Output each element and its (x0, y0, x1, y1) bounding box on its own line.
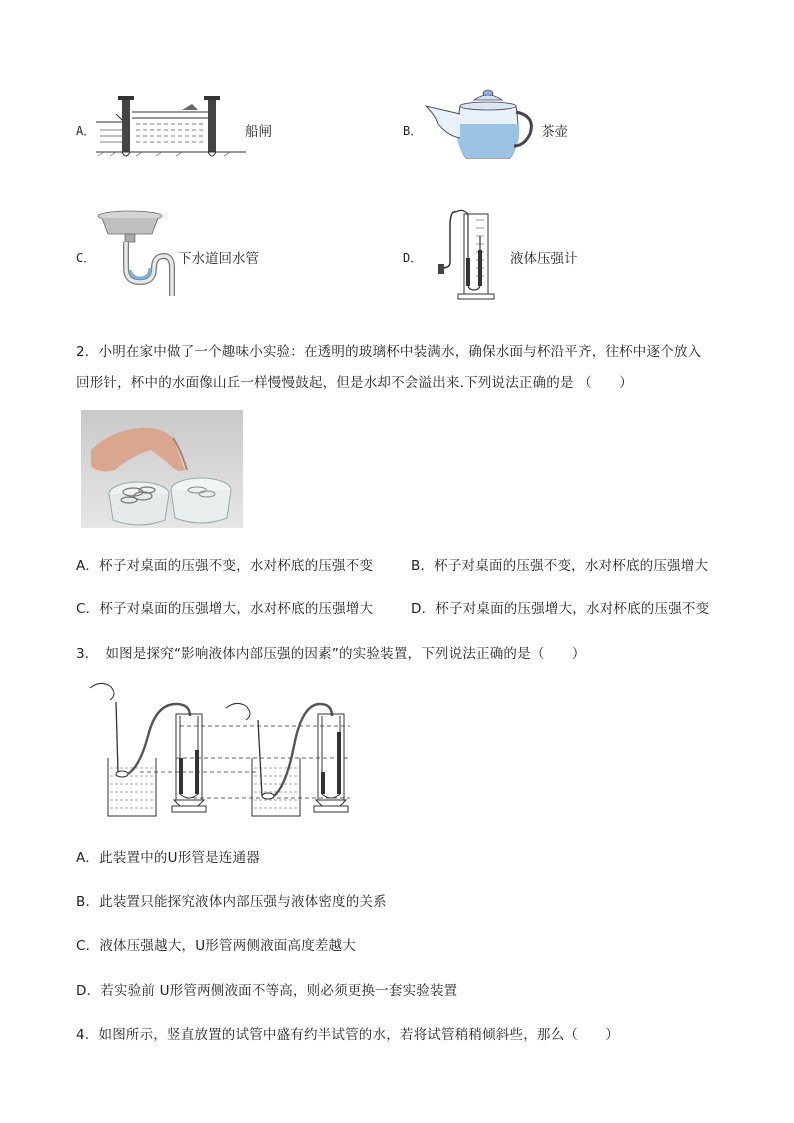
q1-option-d-letter: D． (403, 251, 423, 265)
q2-stem-line2: 回形针，杯中的水面像山丘一样慢慢鼓起，但是水却不会溢出来.下列说法正确的是 （ ） (76, 375, 633, 391)
q2-option-c: C．杯子对桌面的压强增大，水对杯底的压强增大 (76, 601, 374, 617)
ship-lock-figure (96, 94, 246, 164)
q2-option-d: D．杯子对桌面的压强增大，水对杯底的压强不变 (411, 601, 710, 617)
liquid-pressure-experiment-figure (80, 676, 360, 822)
drain-trap-figure (98, 210, 176, 298)
q3-option-a: A．此装置中的U形管是连通器 (76, 850, 260, 866)
q3-stem: 3． 如图是探究“影响液体内部压强的因素”的实验装置，下列说法正确的是（ ） (76, 646, 586, 662)
q1-option-b-caption: 茶壶 (541, 124, 568, 140)
q2-option-b: B．杯子对桌面的压强不变，水对杯底的压强增大 (411, 558, 709, 574)
q4-stem: 4．如图所示，竖直放置的试管中盛有约半试管的水，若将试管稍稍倾斜些，那么（ ） (76, 1027, 620, 1043)
q1-option-a-caption: 船闸 (245, 124, 272, 140)
q3-option-d: D．若实验前 U形管两侧液面不等高，则必须更换一套实验装置 (76, 983, 458, 999)
q3-option-b: B．此装置只能探究液体内部压强与液体密度的关系 (76, 894, 387, 910)
q2-option-a: A．杯子对桌面的压强不变，水对杯底的压强不变 (76, 558, 374, 574)
q1-option-c-caption: 下水道回水管 (178, 251, 259, 267)
pressure-gauge-figure (436, 206, 500, 302)
teapot-figure (424, 84, 536, 166)
q2-stem-line1: 2．小明在家中做了一个趣味小实验：在透明的玻璃杯中装满水，确保水面与杯沿平齐，往杯中逐个放入 (76, 344, 702, 360)
q1-option-b-letter: B． (403, 124, 423, 138)
q1-option-d-caption: 液体压强计 (510, 251, 578, 267)
q1-option-c-letter: C． (76, 251, 96, 265)
paperclip-cup-photo (81, 410, 243, 528)
q3-option-c: C．液体压强越大，U形管两侧液面高度差越大 (76, 938, 357, 954)
q1-option-a-letter: A． (76, 124, 96, 138)
